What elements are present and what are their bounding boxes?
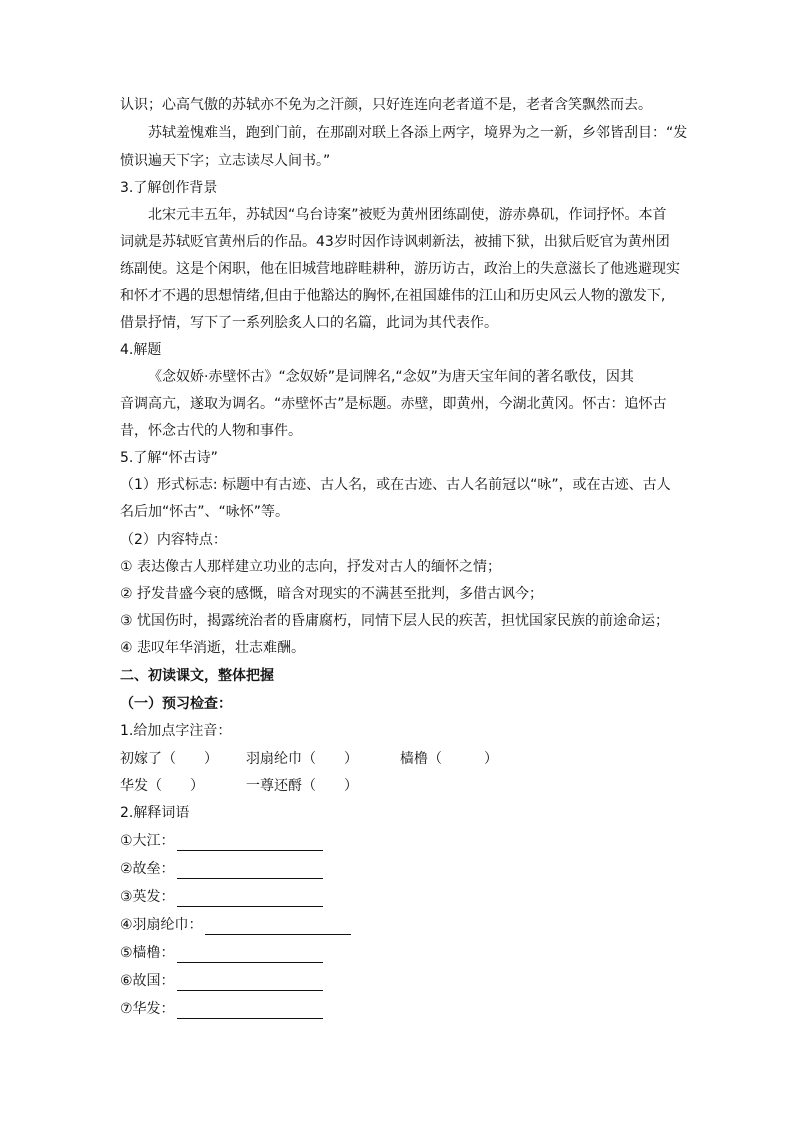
list-item: ③ 忧国伤时，揭露统治者的昏庸腐朽，同情下层人民的疾苦，担忧国家民族的前途命运； [120, 613, 669, 629]
term-label: ②故垒： [120, 861, 175, 877]
question-title: 1.给加点字注音： [120, 723, 232, 739]
section-heading: 3.了解创作背景 [120, 180, 218, 196]
answer-blank[interactable] [205, 920, 351, 935]
term-label: ③英发： [120, 889, 175, 905]
term-row[interactable] [120, 831, 323, 851]
term-row[interactable] [120, 999, 323, 1019]
text-line: 音调高亢，遂取为调名。“赤壁怀古”是标题。赤壁，即黄州，今湖北黄冈。怀古：追怀古 [120, 396, 667, 412]
list-item: ② 抒发昔盛今衰的感慨，暗含对现实的不满甚至批判，多借古讽今； [120, 586, 543, 602]
section-heading: 5.了解“怀古诗” [120, 450, 218, 466]
text-line: （2）内容特点： [120, 532, 227, 548]
pinyin-item[interactable]: 一尊还酹（ ） [246, 778, 358, 794]
answer-blank[interactable] [177, 976, 323, 991]
term-label: ⑤樯橹： [120, 945, 175, 961]
chapter-heading: 二、初读课文，整体把握 [120, 668, 274, 684]
text-line: 和怀才不遇的思想情绪,但由于他豁达的胸怀,在祖国雄伟的江山和历史风云人物的激发下, [120, 288, 666, 304]
answer-blank[interactable] [177, 892, 323, 907]
list-item: ① 表达像古人那样建立功业的志向，抒发对古人的缅怀之情； [120, 559, 501, 575]
section-heading: 4.解题 [120, 342, 162, 358]
answer-blank[interactable] [177, 1004, 323, 1019]
term-row[interactable] [120, 859, 323, 879]
text-line: 借景抒情，写下了一系列脍炙人口的名篇，此词为其代表作。 [120, 315, 498, 331]
term-row[interactable] [120, 915, 351, 935]
term-label: ⑦华发： [120, 1001, 175, 1017]
answer-blank[interactable] [177, 864, 323, 879]
term-row[interactable] [120, 943, 323, 963]
pinyin-item[interactable]: 樯橹（ ） [400, 751, 498, 767]
text-line: 苏轼羞愧难当，跑到门前，在那副对联上各添上两字，境界为之一新，乡邻皆刮目：“发 [148, 125, 688, 141]
term-label: ①大江： [120, 833, 175, 849]
term-row[interactable] [120, 887, 323, 907]
text-line: 《念奴娇·赤壁怀古》“念奴娇”是词牌名,“念奴”为唐天宝年间的著名歌伎，因其 [148, 369, 634, 385]
text-line: 认识；心高气傲的苏轼亦不免为之汗颜，只好连连向老者道不是，老者含笑飘然而去。 [120, 97, 652, 113]
term-label: ④羽扇纶巾： [120, 917, 203, 933]
text-line: 练副使。这是个闲职，他在旧城营地辟畦耕种，游历访古，政治上的失意滋长了他逃避现实 [120, 261, 680, 277]
pinyin-item[interactable]: 华发（ ） [120, 778, 204, 794]
question-title: 2.解释词语 [120, 805, 190, 821]
text-line: 词就是苏轼贬官黄州后的作品。43岁时因作诗讽刺新法，被捕下狱，出狱后贬官为黄州团 [120, 234, 670, 250]
term-row[interactable] [120, 971, 323, 991]
answer-blank[interactable] [177, 836, 323, 851]
answer-blank[interactable] [177, 948, 323, 963]
pinyin-item[interactable]: 初嫁了（ ） [120, 751, 218, 767]
subsection-heading: （一）预习检查： [120, 696, 232, 712]
text-line: 愤识遍天下字；立志读尽人间书。” [120, 153, 331, 169]
text-line: 北宋元丰五年，苏轼因“乌台诗案”被贬为黄州团练副使，游赤鼻矶，作词抒怀。本首 [148, 207, 667, 223]
text-line: （1）形式标志: 标题中有古迹、古人名，或在古迹、古人名前冠以“咏”，或在古迹、古人 [120, 477, 671, 493]
text-line: 名后加“怀古”、“咏怀”等。 [120, 504, 290, 520]
list-item: ④ 悲叹年华消逝，壮志难酬。 [120, 640, 306, 656]
text-line: 昔，怀念古代的人物和事件。 [120, 423, 302, 439]
pinyin-item[interactable]: 羽扇纶巾（ ） [246, 751, 358, 767]
term-label: ⑥故国： [120, 973, 175, 989]
